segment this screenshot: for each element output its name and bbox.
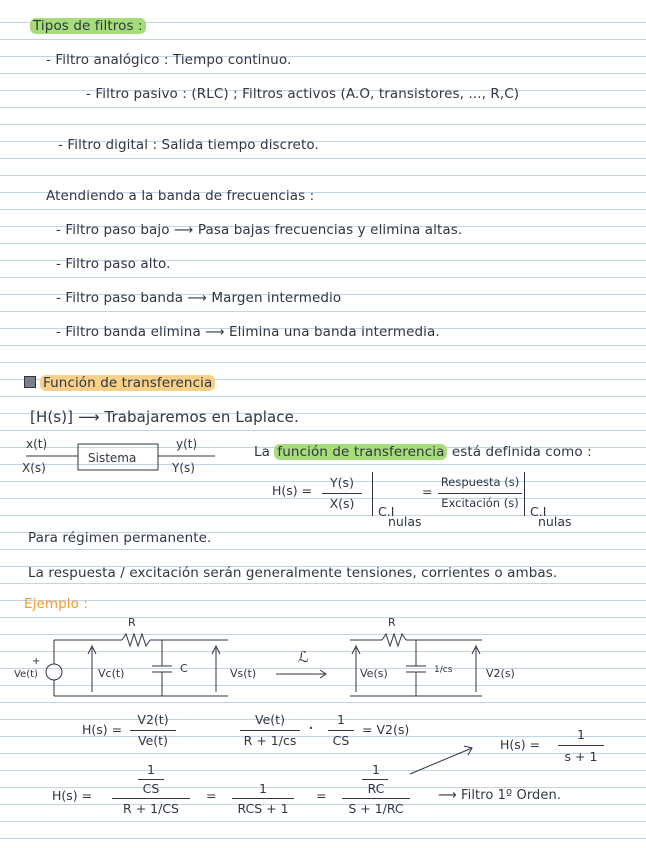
transfer-heading bbox=[24, 375, 215, 391]
cap-C-label: C bbox=[180, 662, 188, 675]
laplace-line: [H(s)] ⟶ Trabajaremos en Laplace. bbox=[30, 408, 299, 426]
def-cond2: C.I bbox=[530, 504, 547, 519]
block-y-t: y(t) bbox=[176, 437, 198, 451]
def-bar2 bbox=[438, 493, 522, 494]
def-cond1: C.I bbox=[378, 504, 395, 519]
filtro-analogico: - Filtro analógico : Tiempo continuo. bbox=[46, 52, 292, 68]
def-prefix: La bbox=[254, 444, 270, 460]
laplace-symbol: ℒ bbox=[298, 648, 309, 666]
cap2-label: 1/cs bbox=[434, 665, 453, 675]
def-num2: Respuesta (s) bbox=[440, 475, 520, 489]
respuesta-line: La respuesta / excitación serán generalmente tensiones, corrientes o ambas. bbox=[28, 565, 558, 581]
def-cond1b: nulas bbox=[388, 514, 422, 529]
regimen-line: Para régimen permanente. bbox=[28, 530, 212, 546]
def-eval-bar2 bbox=[524, 472, 525, 516]
paso-banda: - Filtro paso banda ⟶ Margen intermedio bbox=[56, 290, 342, 306]
def-eval-bar1 bbox=[372, 472, 373, 516]
result-arrow-line bbox=[410, 748, 472, 774]
vc-label: Vc(t) bbox=[98, 667, 125, 680]
block-x-t: x(t) bbox=[26, 437, 48, 451]
def-bar1 bbox=[322, 493, 362, 494]
h5-numden: RC bbox=[367, 781, 385, 796]
m2-num: 1 bbox=[337, 712, 345, 727]
m-bar bbox=[240, 730, 300, 731]
h5-num: 1 bbox=[372, 762, 380, 777]
checkbox-icon bbox=[24, 376, 36, 388]
m-eq: = V2(s) bbox=[362, 722, 410, 737]
h3-lhs: H(s) = bbox=[52, 788, 93, 803]
h3-numbar bbox=[138, 779, 164, 780]
tipos-label: Tipos de filtros : bbox=[30, 18, 146, 34]
transfer-heading-label: Función de transferencia bbox=[40, 375, 215, 391]
source-plus: + bbox=[32, 656, 41, 667]
h5-bar bbox=[342, 798, 410, 799]
ve-label: Ve(t) bbox=[14, 669, 38, 680]
filtro-orden: ⟶ Filtro 1º Orden. bbox=[438, 788, 562, 803]
m-dot: · bbox=[308, 718, 314, 739]
def-lhs: H(s) = bbox=[272, 483, 313, 498]
block-X-s: X(s) bbox=[22, 461, 46, 475]
v2-label: V2(s) bbox=[486, 667, 515, 680]
m2-den: CS bbox=[332, 733, 350, 748]
m-num: Ve(t) bbox=[255, 712, 285, 727]
block-Y-s: Y(s) bbox=[172, 461, 195, 475]
def-highlight: función de transferencia bbox=[274, 444, 447, 460]
ves-label: Ve(s) bbox=[360, 667, 388, 680]
resistor-R2 bbox=[382, 634, 406, 646]
resistor-R2-label: R bbox=[388, 616, 396, 629]
banda-elimina: - Filtro banda elimina ⟶ Elimina una banda intermedia. bbox=[56, 324, 440, 340]
h4-bar bbox=[232, 798, 294, 799]
def-eq: = bbox=[422, 484, 433, 499]
h5-den: S + 1/RC bbox=[348, 801, 404, 816]
h5-numbar bbox=[362, 779, 388, 780]
h2-den: s + 1 bbox=[564, 749, 598, 764]
definition-line bbox=[254, 444, 592, 460]
result-arrow bbox=[406, 740, 486, 780]
paso-alto: - Filtro paso alto. bbox=[56, 256, 171, 272]
vs-label: Vs(t) bbox=[230, 667, 257, 680]
h2-lhs: H(s) = bbox=[500, 737, 541, 752]
def-suffix: está definida como : bbox=[451, 444, 592, 460]
def-num1: Y(s) bbox=[330, 475, 354, 490]
m-den: R + 1/cs bbox=[243, 733, 297, 748]
h2-num: 1 bbox=[577, 727, 585, 742]
h3-num: 1 bbox=[147, 762, 155, 777]
paso-bajo: - Filtro paso bajo ⟶ Pasa bajas frecuencias y elimina altas. bbox=[56, 222, 463, 238]
m2-bar bbox=[328, 730, 354, 731]
h3-numden: CS bbox=[142, 781, 160, 796]
h3-bar bbox=[112, 798, 190, 799]
h4-num: 1 bbox=[259, 781, 267, 796]
circuit-diagram bbox=[10, 612, 530, 702]
ejemplo-label: Ejemplo : bbox=[24, 596, 89, 612]
tipos-heading bbox=[30, 18, 146, 34]
h3-den: R + 1/CS bbox=[123, 801, 179, 816]
def-den1: X(s) bbox=[329, 496, 355, 511]
h2-bar bbox=[558, 745, 604, 746]
filtro-pasivo: - Filtro pasivo : (RLC) ; Filtros activos (A.O, transistores, ..., R,C) bbox=[86, 86, 520, 102]
atendiendo: Atendiendo a la banda de frecuencias : bbox=[46, 188, 315, 204]
h1-num: V2(t) bbox=[137, 712, 169, 727]
h1-bar bbox=[130, 730, 176, 731]
def-den2: Excitación (s) bbox=[441, 496, 519, 510]
resistor-R bbox=[122, 634, 150, 646]
resistor-R-label: R bbox=[128, 616, 136, 629]
source-symbol bbox=[46, 664, 62, 680]
def-cond2b: nulas bbox=[538, 514, 572, 529]
eq2: = bbox=[206, 788, 217, 803]
eq3: = bbox=[316, 788, 327, 803]
block-diagram bbox=[20, 434, 230, 484]
filtro-digital: - Filtro digital : Salida tiempo discreto. bbox=[58, 137, 319, 153]
h1-den: Ve(t) bbox=[138, 733, 168, 748]
block-box-label: Sistema bbox=[88, 451, 137, 465]
h4-den: RCS + 1 bbox=[237, 801, 289, 816]
h1-lhs: H(s) = bbox=[82, 722, 123, 737]
